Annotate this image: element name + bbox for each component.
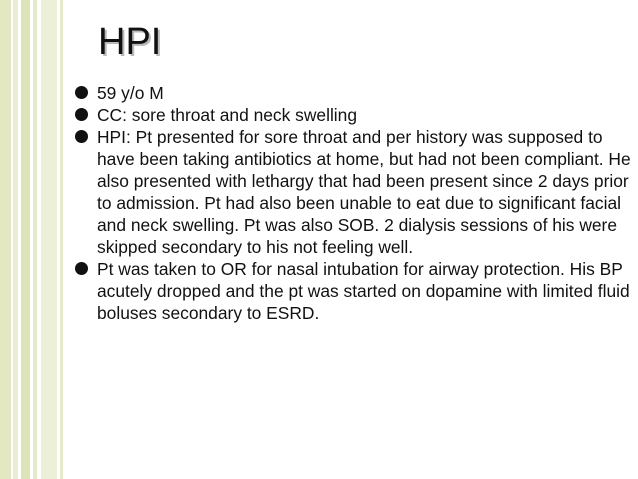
slide-title: HPI	[98, 21, 162, 63]
bullet-item	[74, 104, 634, 126]
decorative-stripes	[0, 0, 63, 479]
bullet-icon	[74, 107, 89, 122]
bullet-text: HPI: Pt presented for sore throat and per history was supposed to have been taking antibiotics at home, but had not been compliant. He also presented with lethargy that had been present since 2 days prior to admission. Pt had also been unable to eat due to significant facial and neck swelling. Pt was also SOB. 2 dialysis sessions of his were skipped secondary to his not feeling well.	[97, 127, 631, 257]
bullet-text: CC: sore throat and neck swelling	[97, 105, 358, 125]
bullet-icon	[74, 129, 89, 144]
bullet-text: Pt was taken to OR for nasal intubation for airway protection. His BP acutely dropped and the pt was started on dopamine with limited fluid boluses secondary to ESRD.	[97, 259, 630, 323]
bullet-list	[74, 82, 634, 324]
bullet-icon	[74, 261, 89, 276]
bullet-icon	[74, 85, 89, 100]
bullet-item	[74, 258, 634, 324]
bullet-item	[74, 82, 634, 104]
bullet-item	[74, 126, 634, 258]
bullet-text: 59 y/o M	[97, 83, 164, 103]
